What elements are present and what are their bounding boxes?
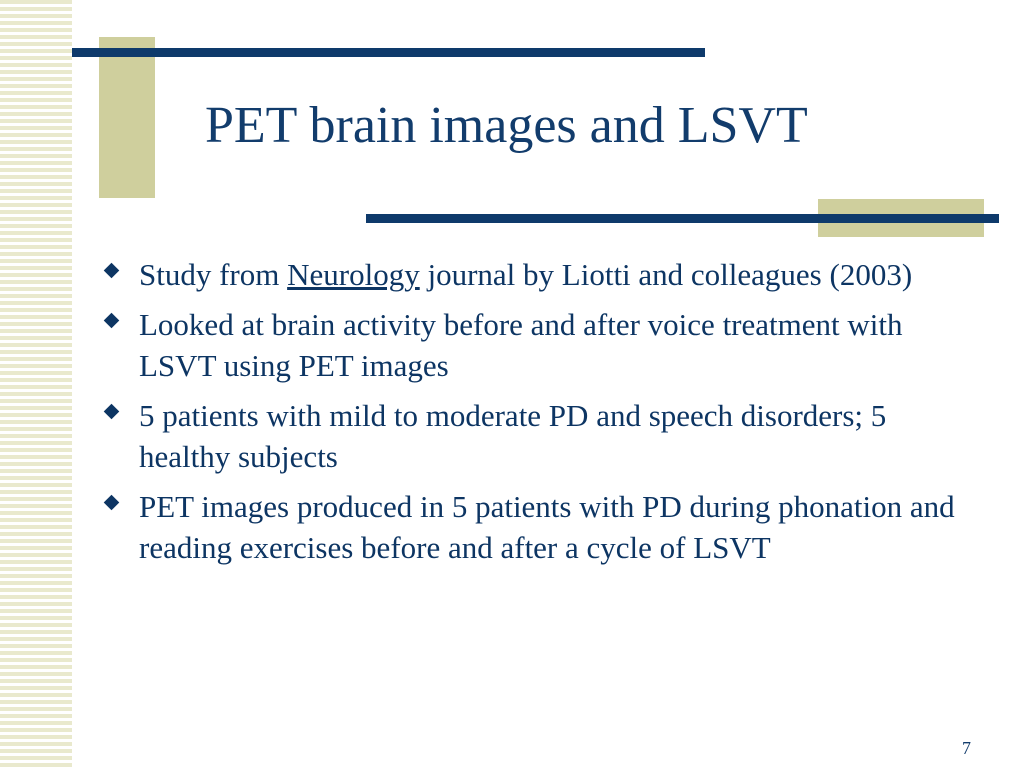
diamond-bullet-icon bbox=[104, 263, 120, 279]
page-number: 7 bbox=[962, 738, 971, 758]
slide-title: PET brain images and LSVT bbox=[205, 97, 808, 154]
bullet-text: 5 patients with mild to moderate PD and speech disorders; 5 healthy subjects bbox=[139, 398, 887, 474]
bullet-text: Study from bbox=[139, 257, 288, 292]
title-rule-bottom bbox=[366, 214, 999, 223]
bullet-item-4 bbox=[102, 486, 982, 568]
bullet-item-1 bbox=[102, 254, 982, 295]
diamond-bullet-icon bbox=[104, 495, 120, 511]
bullet-text: journal by Liotti and colleagues (2003) bbox=[419, 257, 913, 292]
accent-block-top bbox=[99, 37, 155, 198]
bullet-list bbox=[102, 254, 982, 577]
bullet-item-3 bbox=[102, 395, 982, 477]
neurology-link[interactable]: Neurology bbox=[287, 257, 420, 292]
bullet-text: Looked at brain activity before and after voice treatment with LSVT using PET images bbox=[139, 307, 903, 383]
title-rule-top bbox=[72, 48, 705, 57]
bullet-text: PET images produced in 5 patients with PD during phonation and reading exercises before and after a cycle of LSVT bbox=[139, 489, 955, 565]
left-stripe-decoration bbox=[0, 0, 72, 768]
diamond-bullet-icon bbox=[104, 404, 120, 420]
bullet-item-2 bbox=[102, 304, 982, 386]
diamond-bullet-icon bbox=[104, 313, 120, 329]
